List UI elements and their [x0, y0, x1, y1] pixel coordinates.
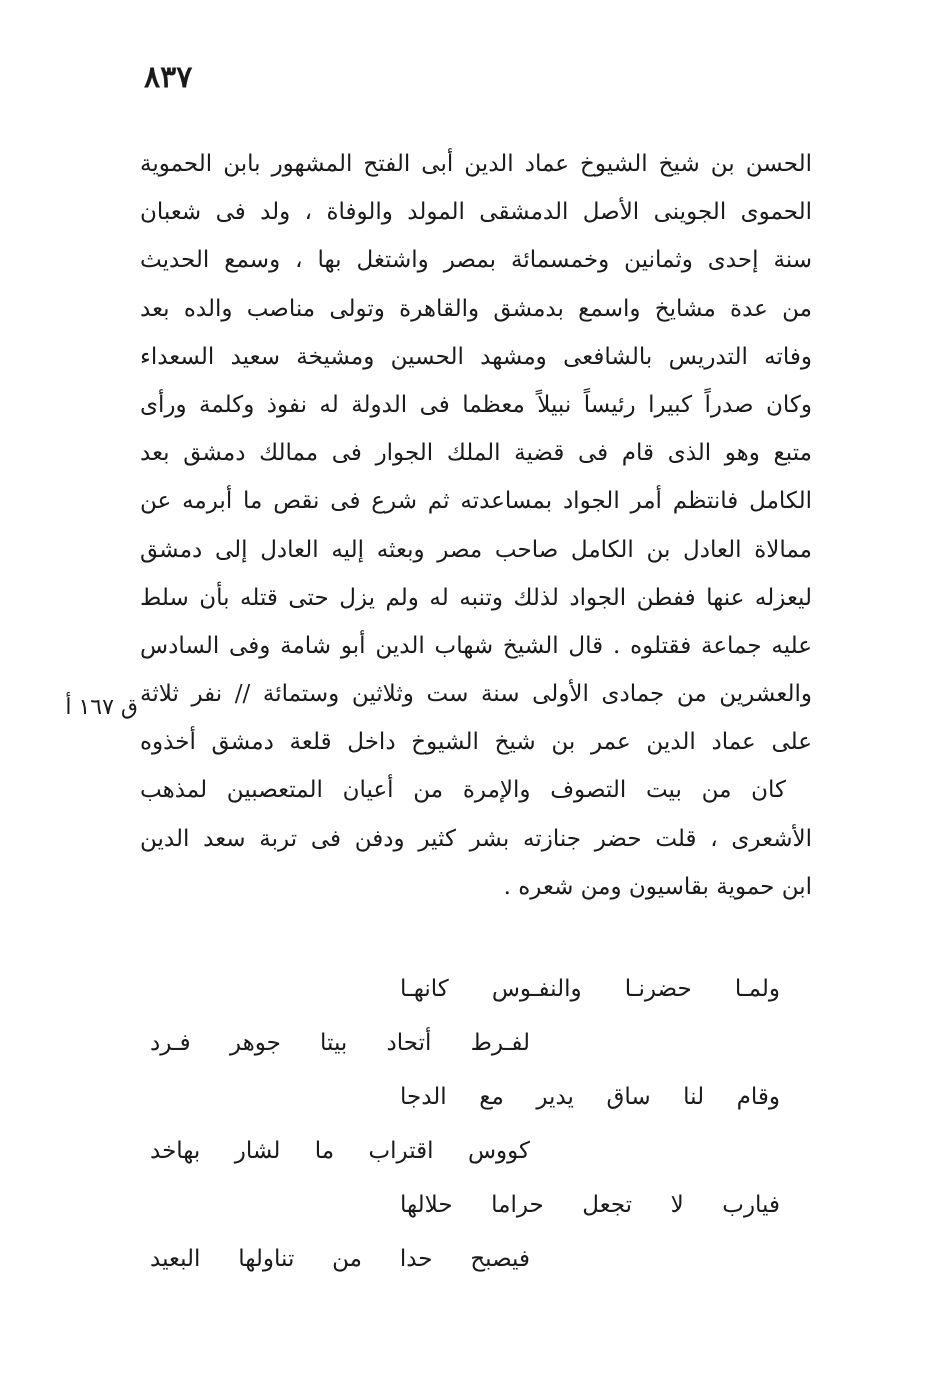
prose-line: الأشعرى ، قلت حضر جنازته بشر كثير ودفن فى تربة سعد الدين	[140, 825, 812, 852]
margin-note: ق ١٦٧ أ	[65, 695, 138, 720]
prose-line: من عدة مشايخ واسمع بدمشق والقاهرة وتولى مناصب والده بعد	[140, 295, 812, 322]
prose-line: والعشرين من جمادى الأولى سنة ست وثلاثين وستمائة // نفر ثلاثة	[140, 681, 812, 708]
poem-verse: لفـرط أتحاد بيتا جوهر فـرد	[150, 1030, 530, 1056]
prose-line: كان من بيت التصوف والإمرة من أعيان المتعصبين لمذهب	[140, 777, 786, 804]
poem-verse: وقام لنا ساق يدير مع الدجا	[400, 1084, 780, 1110]
poem-verse: كووس اقتراب ما لشار بهاخد	[150, 1138, 530, 1164]
prose-line: عليه جماعة فقتلوه . قال الشيخ شهاب الدين أبو شامة وفى السادس	[140, 632, 812, 659]
prose-line: وفاته التدريس بالشافعى ومشهد الحسين ومشيخة سعيد السعداء	[140, 343, 812, 370]
prose-line: ابن حموية بقاسيون ومن شعره .	[503, 873, 812, 900]
poem-verse: ولمـا حضرنـا والنفـوس كانهـا	[400, 976, 780, 1002]
prose-body	[140, 140, 812, 911]
prose-line: ليعزله عنها ففطن الجواد لذلك وتنبه له ولم يزل حتى قتله بأن سلط	[140, 584, 812, 611]
poem-verse: فيارب لا تجعل حراما حلالها	[400, 1192, 780, 1218]
page-number: ٨٣٧	[144, 60, 193, 95]
prose-line: ممالاة العادل بن الكامل صاحب مصر وبعثه إليه العادل إلى دمشق	[140, 536, 812, 563]
prose-line: الحموى الجوينى الأصل الدمشقى المولد والوفاة ، ولد فى شعبان	[140, 199, 812, 226]
prose-line: الحسن بن شيخ الشيوخ عماد الدين أبى الفتح المشهور بابن الحموية	[140, 151, 812, 177]
poem	[150, 962, 800, 1286]
prose-line: وكان صدراً كبيرا رئيساً نبيلاً معظما فى الدولة له نفوذ وكلمة ورأى	[140, 391, 812, 418]
prose-line: متبع وهو الذى قام فى قضية الملك الجوار فى ممالك دمشق بعد	[140, 440, 812, 467]
prose-line: على عماد الدين عمر بن شيخ الشيوخ داخل قلعة دمشق أخذوه	[140, 729, 812, 756]
prose-line: سنة إحدى وثمانين وخمسمائة بمصر واشتغل بها ، وسمع الحديث	[140, 247, 812, 274]
poem-verse: فيصبح حدا من تناولها البعيد	[150, 1246, 530, 1272]
prose-line: الكامل فانتظم أمر الجواد بمساعدته ثم شرع فى نقص ما أبرمه عن	[140, 488, 812, 515]
